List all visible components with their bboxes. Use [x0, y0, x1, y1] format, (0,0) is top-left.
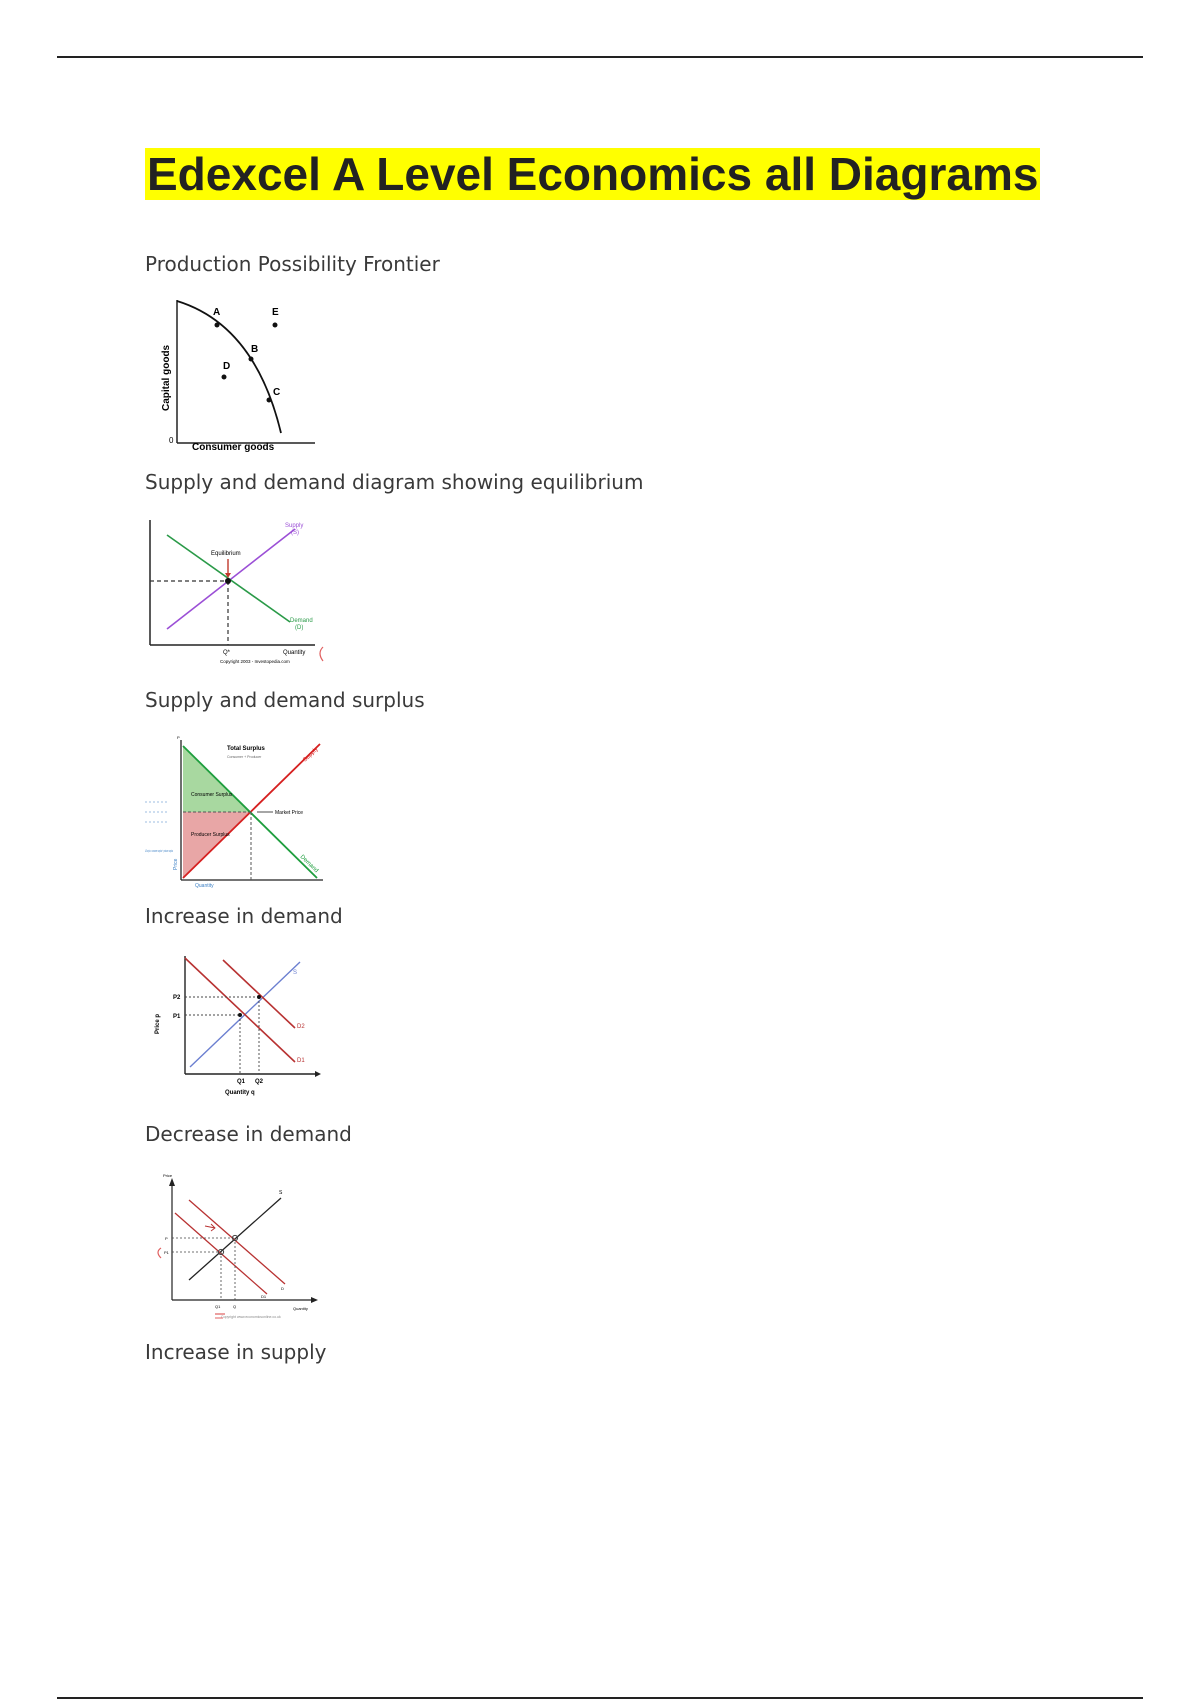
ppf-label-c: C: [273, 387, 281, 398]
surplus-diagram: [145, 732, 330, 890]
surplus-title: Total Surplus: [227, 746, 265, 752]
dd-label-p: P: [165, 1236, 168, 1241]
eq-label-equilibrium: Equilibrium: [211, 551, 241, 557]
dd-copyright: Copyright www.economicsonline.co.uk: [221, 1315, 281, 1319]
eq-label-demand: Demand: [290, 618, 313, 624]
id-label-d2: D2: [297, 1024, 305, 1030]
ppf-point-a: [215, 323, 220, 328]
caption-equilibrium: Supply and demand diagram showing equilibrium: [145, 470, 644, 494]
dd-label-q: Q: [233, 1304, 237, 1309]
surplus-subtitle: Consumer + Producer: [227, 755, 262, 759]
footer-rule: [57, 1697, 1143, 1699]
id-eq1: [238, 1013, 242, 1017]
caption-increase-demand: Increase in demand: [145, 904, 343, 928]
eq-copyright: Copyright 2003 - Investopedia.com: [220, 659, 290, 664]
ppf-point-e: [273, 323, 278, 328]
eq-label-quantity: Quantity: [283, 650, 306, 656]
ppf-point-c: [267, 398, 272, 403]
id-x-arrow: [315, 1071, 321, 1077]
label-producer-surplus: Producer Surplus: [191, 832, 230, 838]
header-rule: [57, 56, 1143, 58]
dd-label-q1: Q1: [215, 1304, 221, 1309]
dd-label-quantity: Quantity: [293, 1306, 308, 1311]
label-supply: Supply: [302, 746, 320, 764]
eq-label-supply: Supply: [285, 523, 304, 529]
equilibrium-diagram: [145, 515, 330, 670]
eq-point: [225, 578, 231, 584]
caption-decrease-demand: Decrease in demand: [145, 1122, 352, 1146]
dd-label-price: Price: [163, 1173, 173, 1178]
surplus-side-note: Δ Surplus = consumer surplus + producer surplus: [145, 849, 174, 853]
id-eq2: [257, 995, 261, 999]
ppf-label-e: E: [272, 307, 279, 318]
label-demand: Demand: [298, 854, 320, 875]
id-label-q2: Q2: [255, 1079, 264, 1085]
id-label-q1: Q1: [237, 1079, 246, 1085]
eq-supply-line: [167, 529, 295, 629]
ppf-point-b: [249, 357, 254, 362]
label-consumer-surplus: Consumer Surplus: [191, 792, 233, 798]
dd-label-p1: P1: [164, 1250, 169, 1255]
decrease-demand-diagram: [145, 1168, 325, 1328]
label-p-axis: P: [177, 735, 180, 740]
ppf-origin: 0: [169, 436, 174, 445]
caption-surplus: Supply and demand surplus: [145, 688, 425, 712]
eq-logo-mark: [320, 647, 323, 661]
ppf-y-label: Capital goods: [161, 344, 172, 411]
ppf-label-d: D: [223, 361, 231, 372]
caption-increase-supply: Increase in supply: [145, 1340, 327, 1364]
dd-label-d: D: [281, 1286, 284, 1291]
label-quantity: Quantity: [195, 883, 214, 889]
dd-shift-arrow: [205, 1224, 215, 1231]
dd-logo-mark: [158, 1248, 161, 1258]
id-label-p1: P1: [173, 1014, 181, 1020]
caption-ppf: Production Possibility Frontier: [145, 252, 440, 276]
id-demand-d1: [185, 958, 298, 1062]
eq-label-demand-sub: (D): [295, 625, 304, 631]
dd-label-d1: D1: [261, 1294, 267, 1299]
ppf-point-d: [222, 375, 227, 380]
id-label-price: Price p: [155, 1013, 161, 1034]
dd-x-arrow: [311, 1297, 318, 1303]
eq-label-supply-sub: (S): [291, 530, 299, 536]
dd-y-arrow: [169, 1178, 175, 1186]
ppf-x-label: Consumer goods: [192, 442, 275, 453]
ppf-label-a: A: [213, 307, 221, 318]
label-market-price: Market Price: [275, 810, 304, 816]
id-label-d1: D1: [297, 1058, 305, 1064]
id-label-p2: P2: [173, 995, 181, 1001]
ppf-diagram: [145, 295, 325, 455]
eq-label-qstar: Q*: [223, 650, 231, 656]
id-label-s: S: [293, 970, 298, 976]
id-label-quantity: Quantity q: [225, 1090, 255, 1096]
increase-demand-diagram: [145, 950, 325, 1110]
dd-demand-d: [189, 1200, 285, 1284]
label-price: Price: [173, 858, 179, 870]
page-title: Edexcel A Level Economics all Diagrams: [147, 148, 1039, 200]
ppf-label-b: B: [251, 344, 259, 355]
dd-label-s: S: [279, 1190, 283, 1196]
